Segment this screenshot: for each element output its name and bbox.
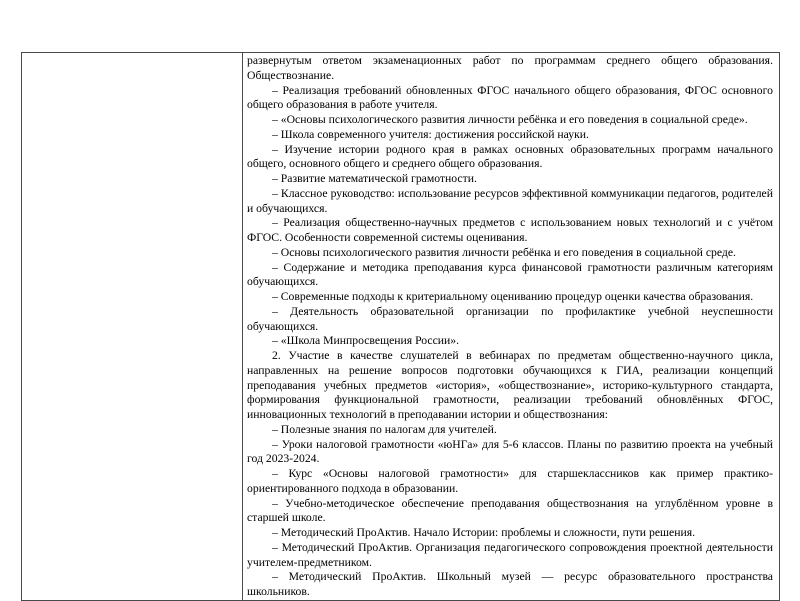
paragraph-dash-item: – «Основы психологического развития личности ребёнка и его поведения в социальной среде». (272, 113, 748, 126)
table-cell-right-content (243, 53, 780, 601)
paragraph-numbered-item: 2. Участие в качестве слушателей в вебинарах по предметам общественно-научного цикла, направленных на решение вопросов подготовки обучающихся к ГИА, реализации концепций преподавания учебных предметов «история», «обществознание», историко-культурного стандарта, формирования функциональной грамотности, реализации требований обновлённых ФГОС, инновационных технологий в преподавании истории и обществознания: (247, 349, 773, 421)
paragraph-dash-item: – Методический ПроАктив. Начало Истории: проблемы и сложности, пути решения. (272, 526, 695, 539)
paragraph-dash-item: – Курс «Основы налоговой грамотности» для старшеклассников как пример практико-ориентированного подхода в образовании. (247, 467, 773, 495)
paragraph-dash-item: – Уроки налоговой грамотности «юНГа» для 5-6 классов. Планы по развитию проекта на учебный год 2023-2024. (247, 437, 773, 466)
paragraph-dash-item: – Современные подходы к критериальному оцениванию процедур оценки качества образования. (272, 290, 754, 303)
right-column-content (243, 53, 779, 600)
table-cell-left-empty (22, 53, 243, 601)
paragraph-dash-item: – Деятельность образовательной организации по профилактике учебной неуспешности обучающихся. (247, 304, 773, 333)
paragraph-dash-item: – Полезные знания по налогам для учителей. (272, 422, 497, 436)
paragraph-dash-item: – Методический ПроАктив. Школьный музей — ресурс образовательного пространства школьников. (247, 570, 773, 598)
paragraph-dash-item: – Реализация общественно-научных предметов с использованием новых технологий и с учётом ФГОС. Особенности современной системы оценивания. (247, 216, 773, 244)
table-body (22, 53, 780, 601)
paragraph-continuation: развернутым ответом экзаменационных работ по программам среднего общего образования. Обществознание. (247, 54, 773, 82)
paragraph-dash-item: – Основы психологического развития личности ребёнка и его поведения в социальной среде. (272, 245, 736, 259)
paragraph-dash-item: – Классное руководство: использование ресурсов эффективной коммуникации педагогов, родителей и обучающихся. (247, 186, 773, 215)
paragraph-dash-item: – Развитие математической грамотности. (272, 172, 477, 185)
paragraph-dash-item: – «Школа Минпросвещения России». (272, 334, 460, 348)
paragraph-dash-item: – Изучение истории родного края в рамках основных образовательных программ начального общего, основного общего и среднего общего образования. (247, 142, 773, 171)
table-row (22, 53, 780, 601)
paragraph-dash-item: – Методический ПроАктив. Организация педагогического сопровождения проектной деятельности учителем-предметником. (247, 540, 773, 569)
content-table (21, 52, 780, 601)
left-column-content (22, 53, 242, 528)
paragraph-dash-item: – Содержание и методика преподавания курса финансовой грамотности различным категориям обучающихся. (247, 260, 773, 289)
paragraph-dash-item: – Реализация требований обновленных ФГОС начального общего образования, ФГОС основного общего образования в работе учителя. (247, 83, 773, 112)
paragraph-dash-item: – Учебно-методическое обеспечение преподавания обществознания на углублённом уровне в старшей школе. (247, 496, 773, 525)
paragraph-dash-item: – Школа современного учителя: достижения российской науки. (272, 127, 589, 141)
